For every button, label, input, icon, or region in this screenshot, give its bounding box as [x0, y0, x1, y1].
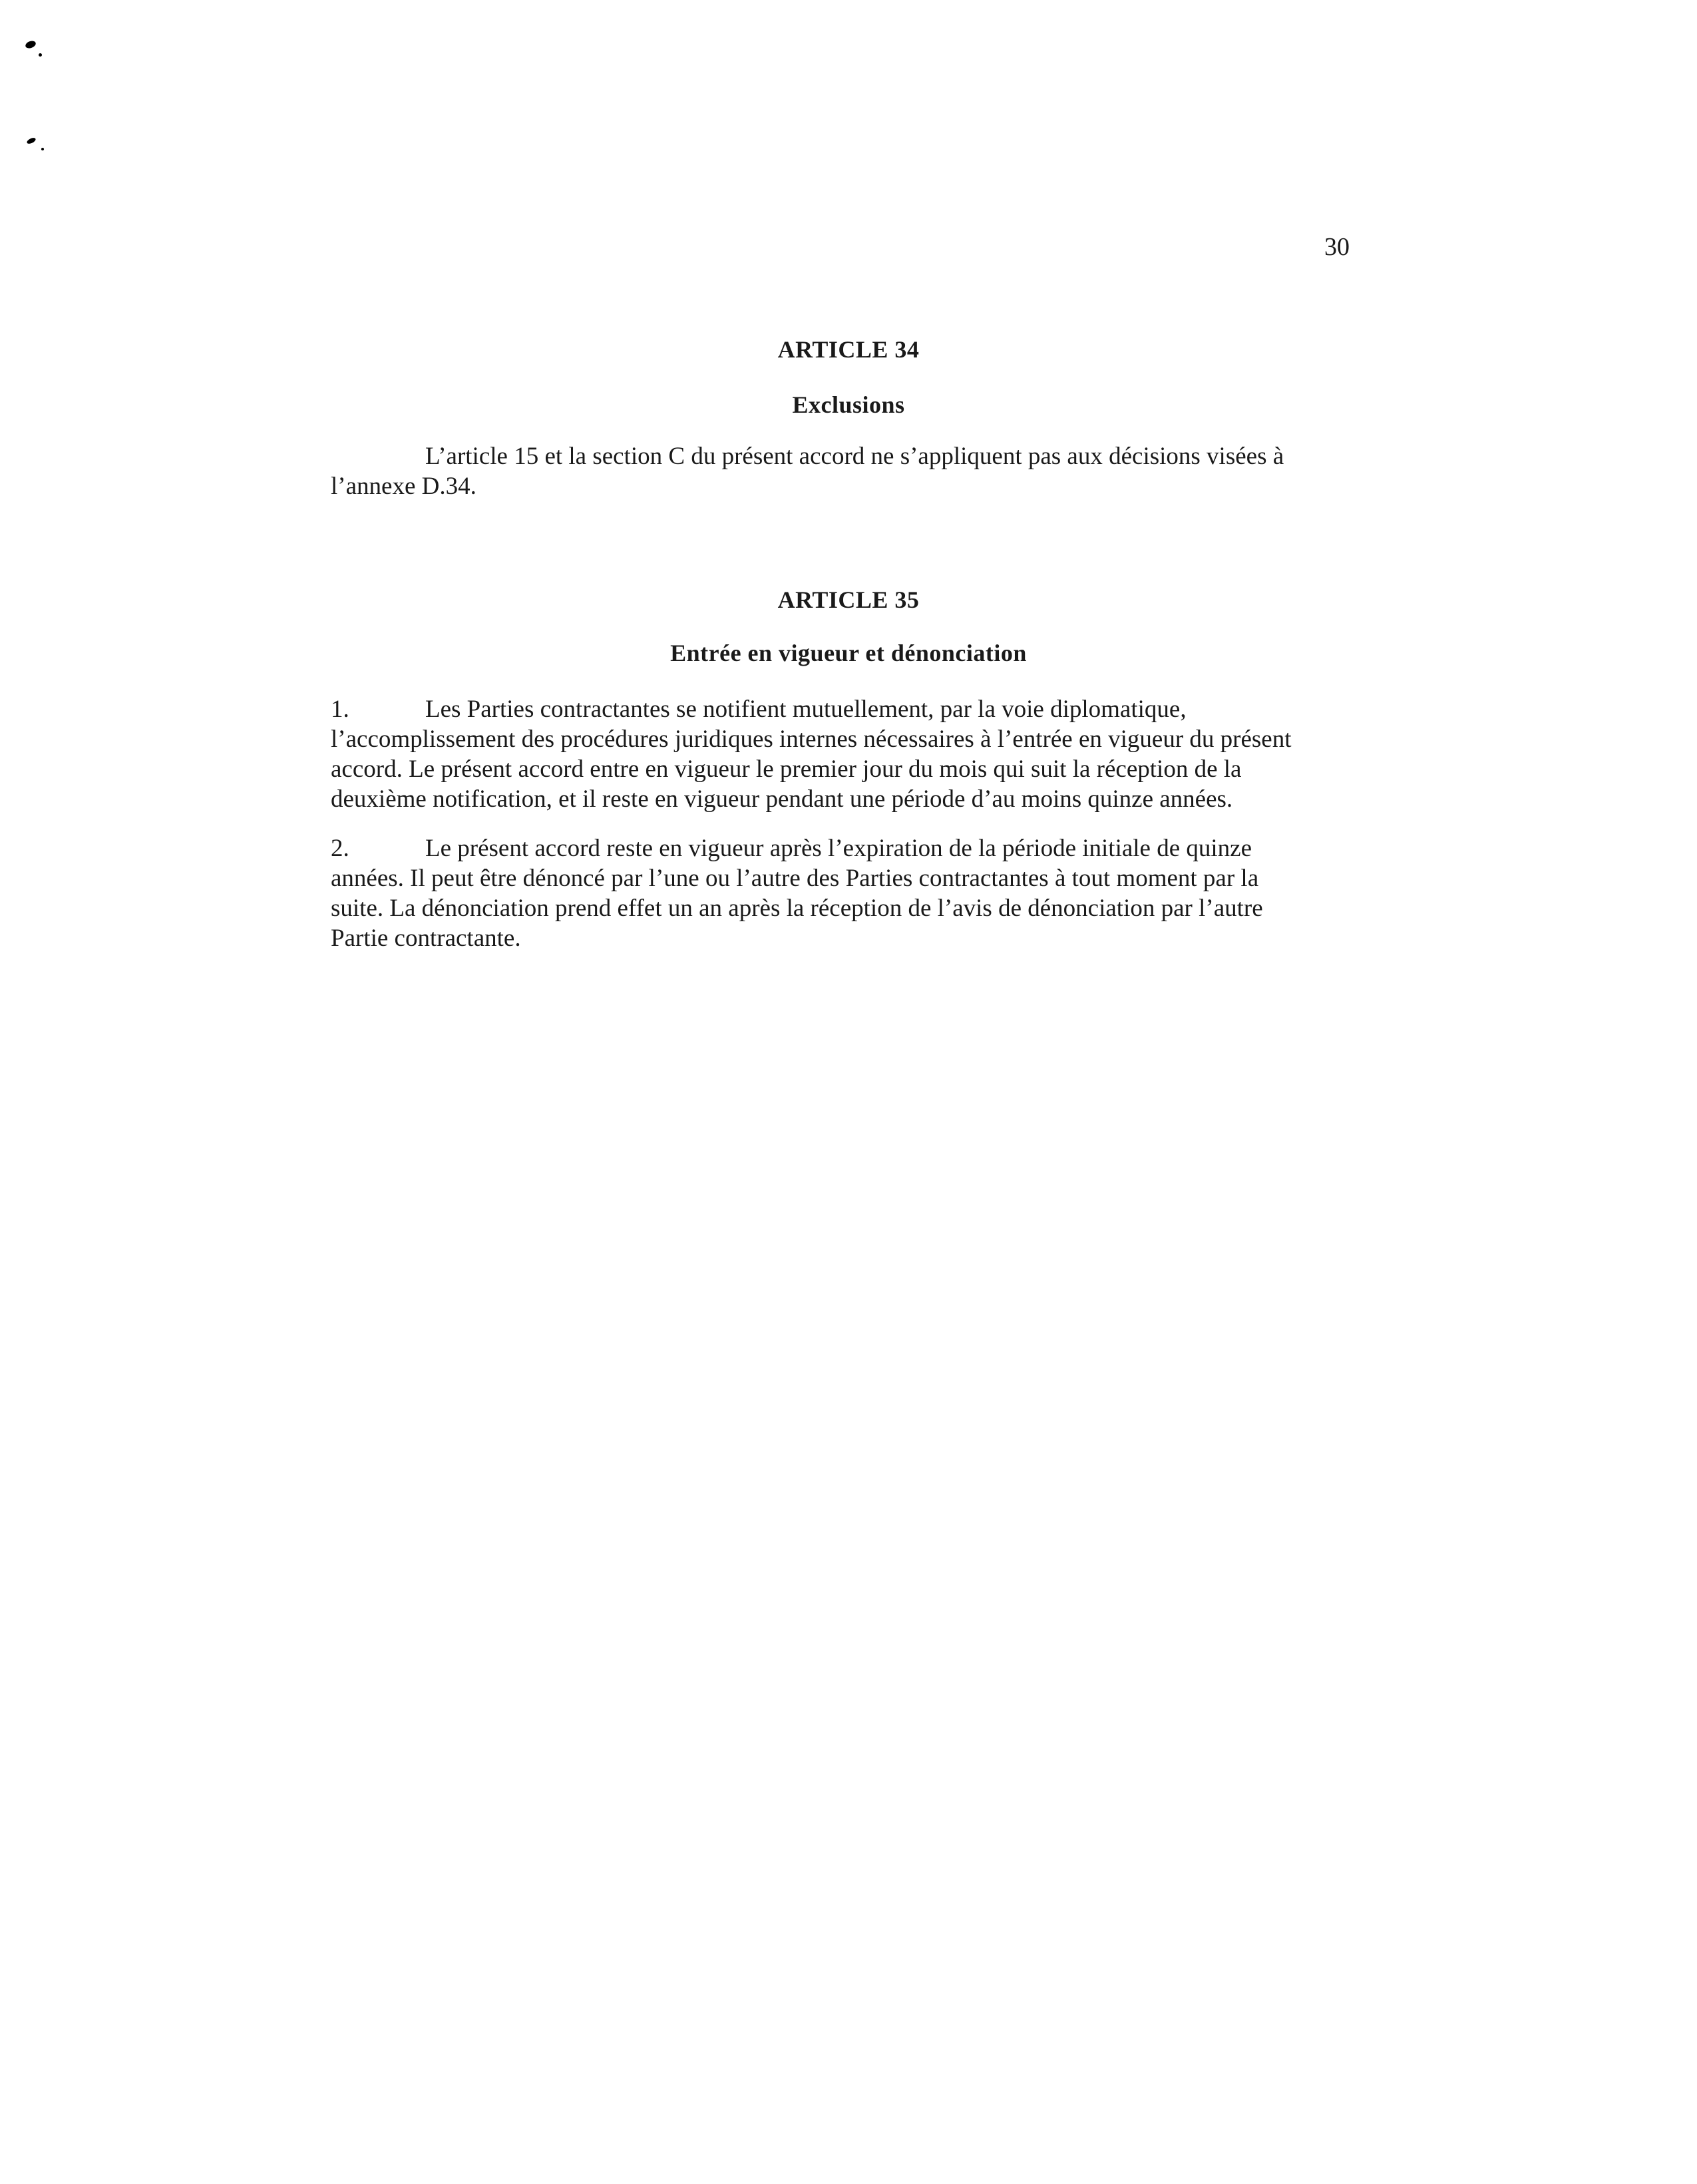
paragraph-line [331, 833, 1349, 863]
article-34-subheading: Exclusions [792, 391, 905, 418]
paragraph-line: Partie contractante. [331, 925, 521, 952]
paragraph-line: l’accomplissement des procédures juridiques internes nécessaires à l’entrée en vigueur du présent [331, 726, 1292, 753]
paragraph-line: accord. Le présent accord entre en vigueur le premier jour du mois qui suit la réception de la [331, 756, 1242, 783]
article-35-subheading: Entrée en vigueur et dénonciation [670, 640, 1027, 666]
paragraph-line: suite. La dénonciation prend effet un an après la réception de l’avis de dénonciation par l’autre [331, 895, 1263, 922]
article-34-line [331, 441, 1349, 471]
paragraph-number: 2. [331, 835, 349, 862]
scan-mark [25, 40, 37, 50]
article-34-heading: ARTICLE 34 [777, 336, 920, 363]
article-35-paragraph-2 [331, 833, 1349, 953]
line-text: Le présent accord reste en vigueur après l’expiration de la période initiale de quinze [425, 835, 1252, 862]
paragraph-line: années. Il peut être dénoncé par l’une ou l’autre des Parties contractantes à tout moment par la [331, 865, 1259, 892]
paragraph-number: 1. [331, 696, 349, 723]
scan-mark [41, 148, 44, 150]
article-35-heading: ARTICLE 35 [777, 586, 920, 613]
line-text: Les Parties contractantes se notifient mutuellement, par la voie diplomatique, [425, 696, 1187, 723]
article-34-body [331, 441, 1349, 501]
paragraph-line: deuxième notification, et il reste en vigueur pendant une période d’au moins quinze années. [331, 785, 1233, 813]
page-number: 30 [1324, 233, 1350, 261]
article-35-paragraph-1 [331, 694, 1349, 814]
paragraph-line [331, 694, 1349, 724]
scan-mark [39, 53, 42, 57]
scan-mark [26, 136, 37, 144]
article-34-line: l’annexe D.34. [331, 473, 476, 500]
line-text: L’article 15 et la section C du présent accord ne s’appliquent pas aux décisions visées à [425, 443, 1284, 470]
